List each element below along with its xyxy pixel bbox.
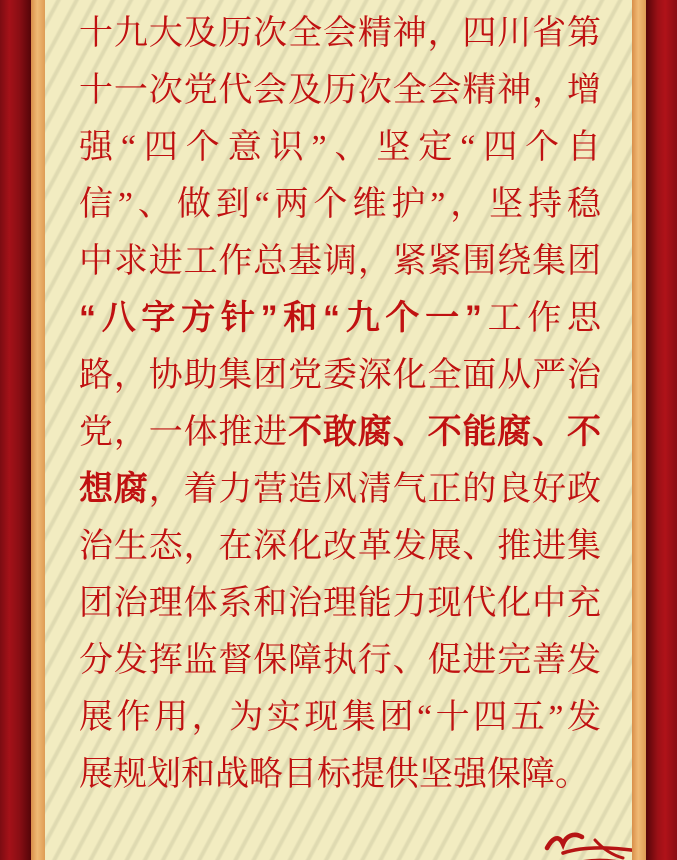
body-text: 治生态，在深化改革发展、推进集 (79, 528, 601, 565)
text-line (79, 347, 601, 404)
body-text: 工作思 (481, 300, 602, 337)
body-text: 强“四个意识”、坚定“四个自 (79, 129, 601, 166)
body-text: 十九大及历次全会精神，四川省第 (79, 15, 601, 52)
text-line (79, 632, 601, 689)
right-gold-trim (632, 0, 646, 860)
body-text: 信”、做到“两个维护”，坚持稳 (79, 186, 601, 223)
body-text: 十一次党代会及历次全会精神，增 (79, 72, 601, 109)
text-line (79, 404, 601, 461)
emphasis-text: “八字方针”和“九个一” (79, 299, 482, 337)
body-text: 路，协助集团党委深化全面从严治 (79, 357, 601, 394)
body-text: 分发挥监督保障执行、促进完善发 (79, 642, 601, 679)
text-line (79, 746, 601, 803)
left-red-border (0, 0, 31, 860)
body-text: ，着力营造风清气正的良好政 (148, 471, 602, 508)
emphasis-text: 不敢腐、不能腐、不 (288, 413, 602, 451)
text-line (79, 461, 601, 518)
text-line (79, 176, 601, 233)
body-text: 党，一体推进 (79, 414, 289, 451)
emphasis-text: 想腐 (79, 470, 149, 508)
body-text: 中求进工作总基调，紧紧围绕集团 (79, 243, 601, 280)
text-line (79, 575, 601, 632)
text-line (79, 233, 601, 290)
body-text: 展作用，为实现集团“十四五”发 (79, 699, 601, 736)
content-panel (45, 0, 632, 860)
left-gold-trim (31, 0, 45, 860)
paragraph (79, 5, 601, 803)
text-line (79, 290, 601, 347)
text-line (79, 518, 601, 575)
text-line (79, 119, 601, 176)
text-line (79, 62, 601, 119)
text-line (79, 5, 601, 62)
text-line (79, 689, 601, 746)
body-text: 展规划和战略目标提供坚强保障。 (79, 756, 589, 793)
right-red-border (646, 0, 677, 860)
body-text: 团治理体系和治理能力现代化中充 (79, 585, 601, 622)
